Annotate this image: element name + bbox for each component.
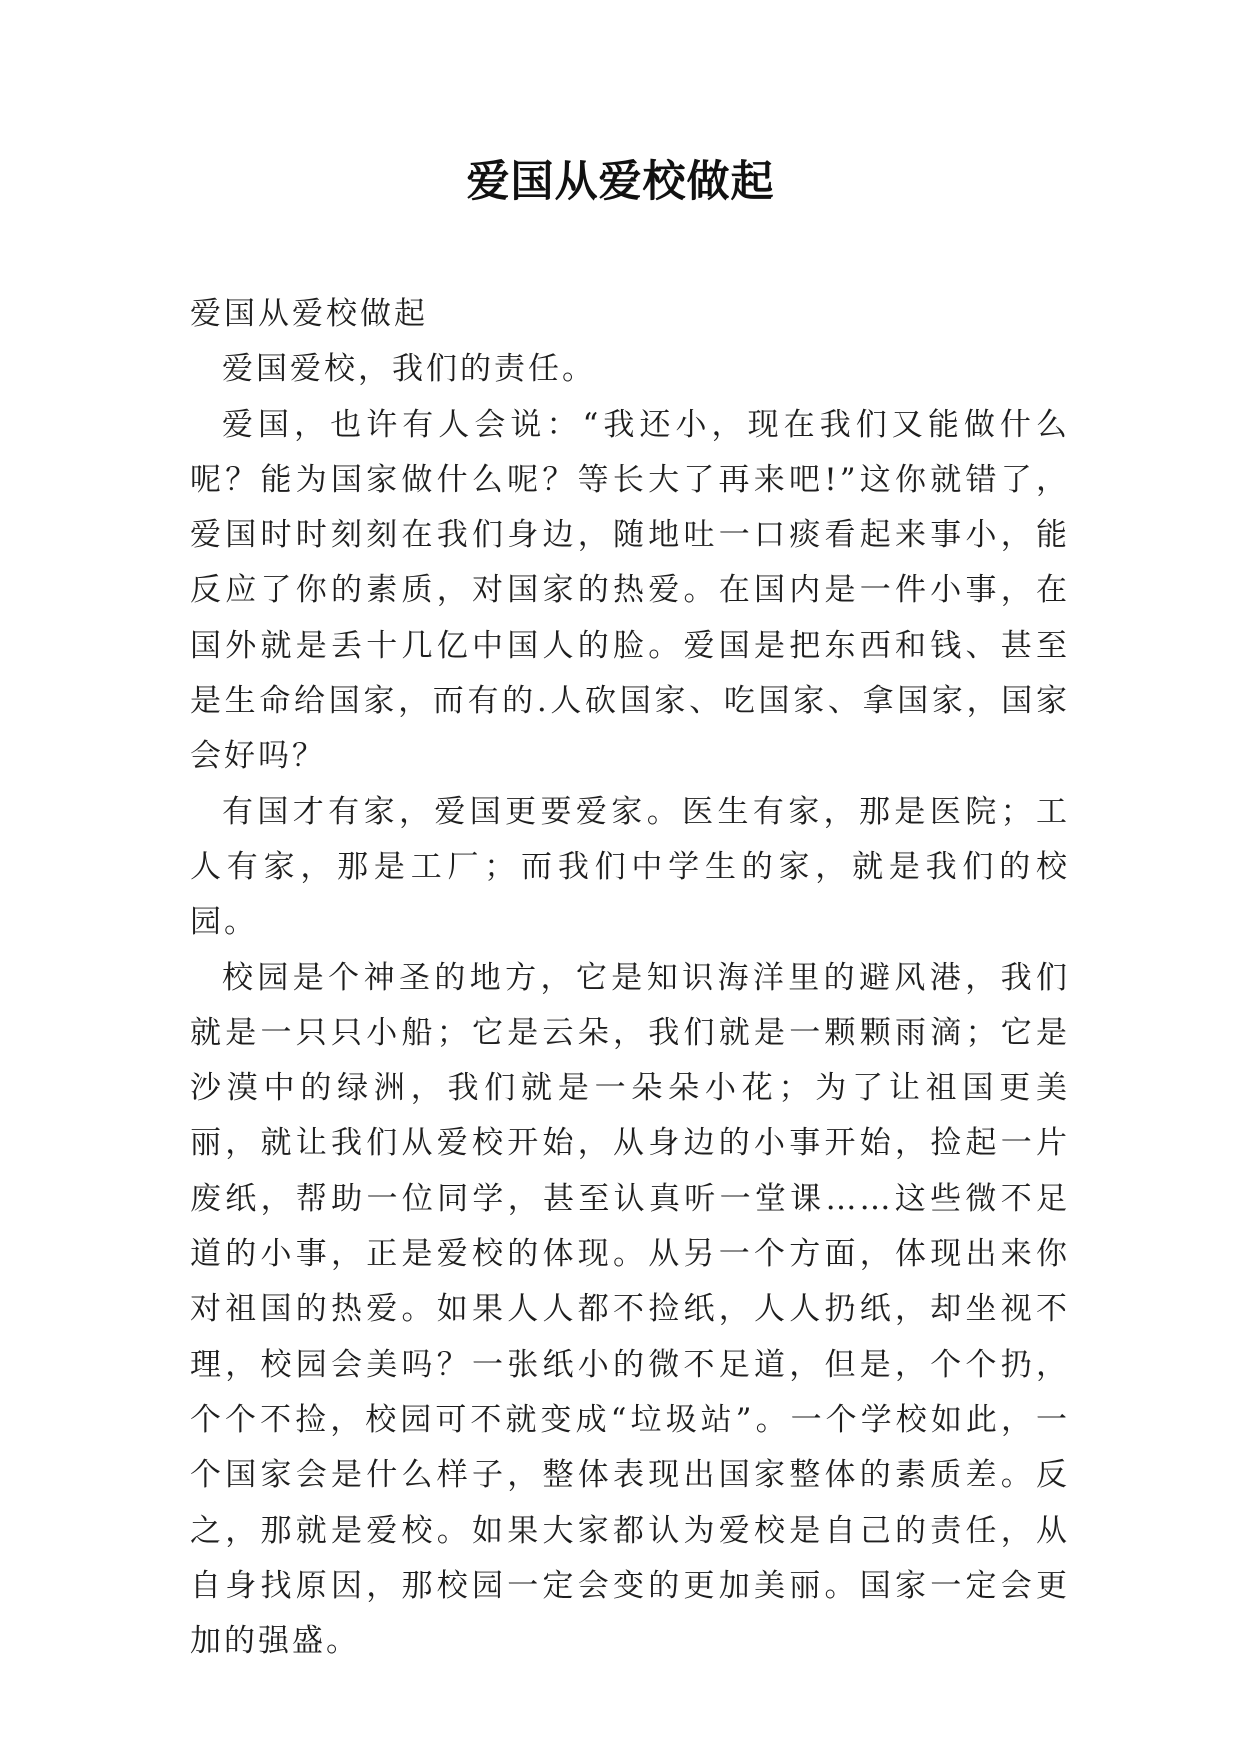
- paragraph-1: 爱国爱校，我们的责任。: [222, 351, 596, 388]
- paragraph-3: 有国才有家，爱国更要爱家。医生有家，那是医院；工人有家，那是工厂；而我们中学生的家，就是我们的校园。: [190, 793, 1070, 941]
- paragraph-2: 爱国，也许有人会说：“我还小，现在我们又能做什么呢？能为国家做什么呢？等长大了再来吧!”这你就错了，爱国时时刻刻在我们身边，随地吐一口痰看起来事小，能反应了你的素质，对国家的热爱。在国内是一件小事，在国外就是丢十几亿中国人的脸。爱国是把东西和钱、甚至是生命给国家，而有的.人砍国家、吃国家、拿国家，国家会好吗？: [190, 406, 1070, 775]
- document-subtitle: 爱国从爱校做起: [190, 296, 428, 332]
- paragraph-4: 校园是个神圣的地方，它是知识海洋里的避风港，我们就是一只只小船；它是云朵，我们就是一颗颗雨滴；它是沙漠中的绿洲，我们就是一朵朵小花；为了让祖国更美丽，就让我们从爱校开始，从身边的小事开始，捡起一片废纸，帮助一位同学，甚至认真听一堂课……这些微不足道的小事，正是爱校的体现。从另一个方面，体现出来你对祖国的热爱。如果人人都不捡纸，人人扔纸，却坐视不理，校园会美吗？一张纸小的微不足道，但是，个个扔，个个不捡，校园可不就变成“垃圾站”。一个学校如此，一个国家会是什么样子，整体表现出国家整体的素质差。反之，那就是爱校。如果大家都认为爱校是自己的责任，从自身找原因，那校园一定会变的更加美丽。国家一定会更加的强盛。: [190, 959, 1070, 1660]
- document-title: 爱国从爱校做起: [466, 157, 775, 207]
- document-body: [190, 287, 1070, 1669]
